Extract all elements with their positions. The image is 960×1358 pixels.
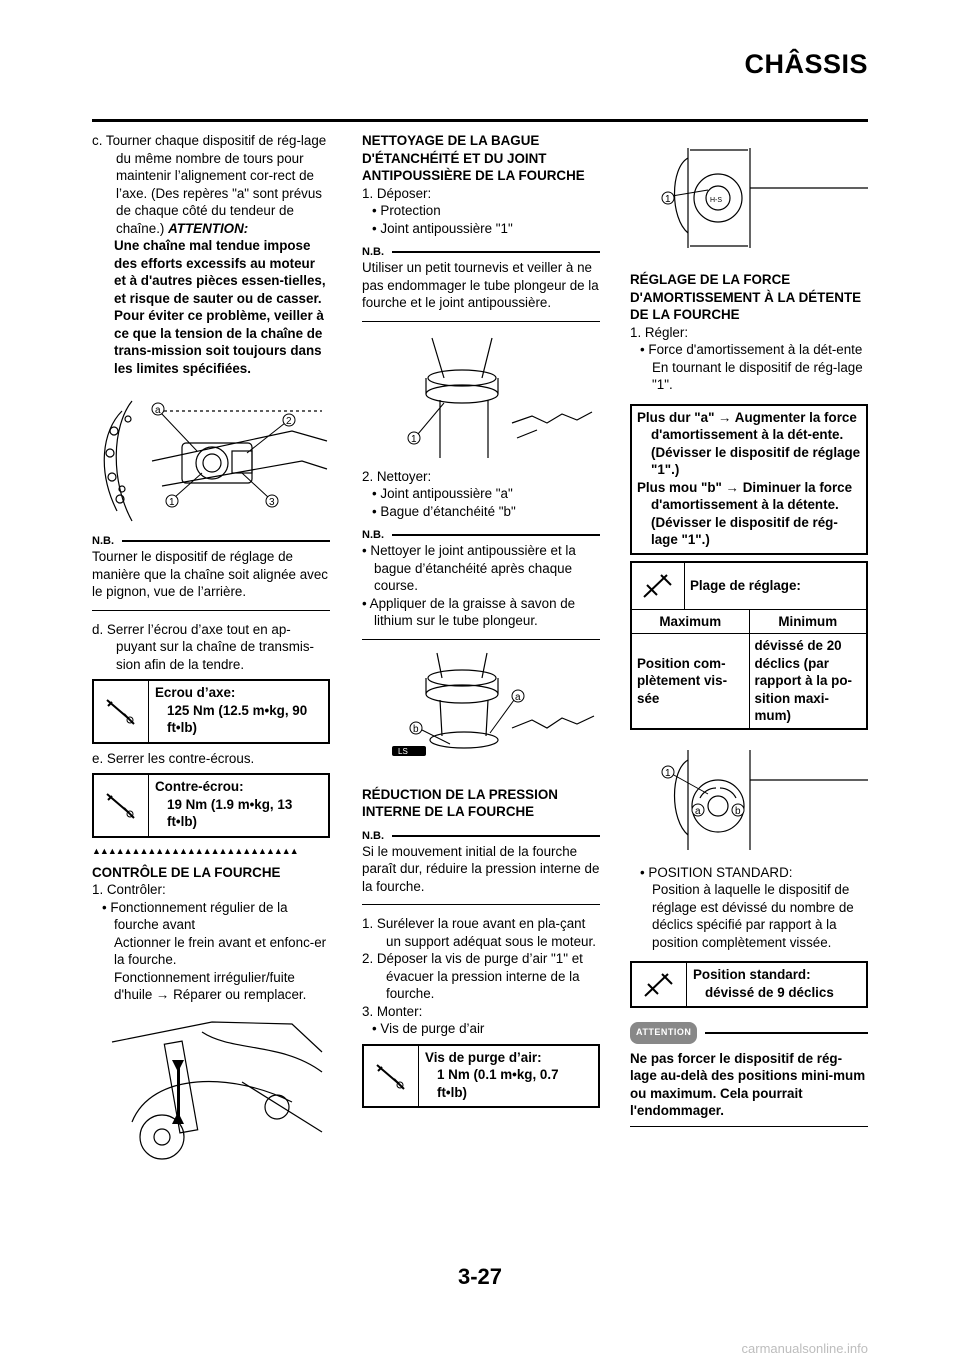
attention-text: Ne pas forcer le dispositif de rég-lage au-delà des positions mini-mum ou maximum. Cela pourrait l'endommager.: [630, 1050, 868, 1127]
warning-end-marker: ▲▲▲▲▲▲▲▲▲▲▲▲▲▲▲▲▲▲▲▲▲▲▲▲▲▲: [92, 845, 298, 856]
torque-wrench-icon: [104, 790, 138, 820]
range-max-value: Position com-plètement vis-sée: [637, 655, 728, 706]
fig-label: 1: [411, 433, 417, 445]
adjuster-marking: H-S: [710, 197, 723, 204]
bullet: • Bague d’étanchéité "b": [372, 503, 516, 519]
range-max-header: Maximum: [659, 613, 722, 629]
instruction: Actionner le frein avant et enfonc-er la fourche.: [114, 934, 327, 967]
softer-direction: Plus mou "b" → Diminuer la force d'amortissement à la détente. (Dévisser le dispositif de rég-lage "1".): [637, 479, 853, 547]
fig-label: b: [413, 723, 419, 735]
instruction: Position à laquelle le dispositif de réglage est dévissé du nombre de déclics spécifié par rapport à la position complètement vissée.: [652, 882, 854, 950]
adjustment-direction-box: [630, 404, 868, 555]
step-2: 2. Déposer la vis de purge d’air "1" et évacuer la pression interne de la fourche.: [362, 951, 583, 1001]
footer-watermark: carmanualsonline.info: [741, 1341, 868, 1356]
fig-label: a: [155, 405, 161, 416]
fig-label: 1: [665, 767, 671, 779]
dust-seal-removal-illustration: [362, 328, 600, 460]
note-bullet: • Appliquer de la graisse à savon de lithium sur le tube plongeur.: [362, 595, 576, 628]
motorcycle-fork-illustration: [92, 1012, 330, 1162]
range-min-value: dévissé de 20 déclics (par rapport à la po-sition maxi-mum): [749, 634, 867, 728]
range-title: Plage de réglage:: [684, 563, 866, 609]
step-d: d. Serrer l’écrou d’axe tout en ap-puyant sur la chaîne de transmis-sion afin de la tendre.: [92, 621, 314, 672]
step-c: c. Tourner chaque dispositif de rég-lage du même nombre de tours pour maintenir l’alignement cor-rect de l’axe. (Des repères "a" sont prévus de chaque côté du tendeur de chaîne.) ATTENTION:: [92, 133, 327, 236]
fig-label: 2: [286, 416, 292, 427]
adjust-tool-icon: [642, 970, 676, 1000]
section-heading: RÉGLAGE DE LA FORCE D'AMORTISSEMENT À LA DÉTENTE DE LA FOURCHE: [630, 272, 862, 322]
bullet: • Protection: [372, 203, 441, 218]
chain-adjuster-illustration: [92, 391, 330, 526]
bullet: • Vis de purge d’air: [372, 1021, 485, 1036]
note-text: Utiliser un petit tournevis et veiller à ne pas endommager le tube plongeur de la fourche et le joint antipoussière.: [362, 260, 599, 310]
note-box: [92, 534, 330, 611]
bullet: • Force d'amortissement à la dét-ente: [640, 342, 863, 357]
fig-label: b: [735, 805, 741, 817]
column-3: [630, 138, 868, 1127]
adjustment-range-table: [630, 561, 868, 730]
bullet: • POSITION STANDARD:: [640, 864, 793, 880]
lithium-grease-icon: LS: [398, 746, 408, 756]
note-text: Si le mouvement initial de la fourche paraît dur, réduire la pression interne de la fourche.: [362, 843, 600, 894]
step-e: e. Serrer les contre-écrous.: [92, 750, 255, 766]
standard-position-spec: Position standard: dévissé de 9 déclics: [630, 961, 868, 1008]
attention-badge: ATTENTION: [630, 1022, 697, 1044]
column-1: [92, 132, 330, 1162]
step-1: 1. Surélever la roue avant en pla-çant un support adéquat sous le moteur.: [362, 916, 596, 949]
torque-spec-air-bleed-screw: Vis de purge d’air: 1 Nm (0.1 m•kg, 0.7 ft•lb): [362, 1044, 600, 1109]
bullet: • Fonctionnement régulier de la fourche avant: [102, 899, 288, 932]
bullet: • Joint antipoussière "a": [372, 486, 513, 501]
rebound-adjuster-illustration: [630, 138, 868, 263]
page-number: 3-27: [457, 1264, 503, 1289]
step-1: 1. Déposer:: [362, 185, 432, 201]
torque-wrench-icon: [374, 1061, 408, 1091]
harder-direction: Plus dur "a" → Augmenter la force d'amortissement à la dét-ente. (Dévisser le dispositif de réglage "1".): [637, 409, 861, 477]
step-1: 1. Contrôler:: [92, 882, 166, 897]
header-rule: [92, 119, 868, 122]
instruction: Fonctionnement irrégulier/fuite d'huile → Réparer ou remplacer.: [114, 969, 307, 1002]
column-2: [362, 132, 600, 1108]
step-c-attention: Une chaîne mal tendue impose des efforts excessifs au moteur et à d'autres pièces essen-tielles, et risque de sauter ou de casser. Pour éviter ce problème, veiller à ce que la tension de la chaîne de trans-mission soit toujours dans les limites spécifiées.: [114, 238, 326, 376]
note-text: Tourner le dispositif de réglage de manière que la chaîne soit alignée avec le pignon, vue de l’arrière.: [92, 549, 328, 599]
fig-label: a: [695, 805, 701, 817]
fork-seal-cleaning-illustration: [362, 648, 600, 778]
fig-label: 1: [665, 194, 671, 205]
note-box: [362, 528, 600, 640]
note-heading: N.B.: [362, 246, 384, 258]
note-box: [362, 245, 600, 322]
note-heading: N.B.: [362, 829, 384, 842]
instruction: En tournant le dispositif de rég-lage "1".: [652, 359, 863, 392]
fig-label: a: [515, 691, 521, 703]
section-heading: NETTOYAGE DE LA BAGUE D'ÉTANCHÉITÉ ET DU JOINT ANTIPOUSSIÈRE DE LA FOURCHE: [362, 133, 585, 183]
note-heading: N.B.: [362, 529, 384, 541]
fig-label: 1: [169, 497, 175, 508]
step-2: 2. Nettoyer:: [362, 468, 432, 484]
section-heading: CONTRÔLE DE LA FOURCHE: [92, 864, 281, 880]
bullet: • Joint antipoussière "1": [372, 220, 513, 236]
section-heading: RÉDUCTION DE LA PRESSION INTERNE DE LA FOURCHE: [362, 786, 558, 819]
adjust-tool-icon: [641, 571, 675, 601]
range-min-header: Minimum: [749, 610, 867, 634]
page-title: CHÂSSIS: [744, 49, 868, 79]
note-box: [362, 829, 600, 906]
attention-header: [630, 1022, 868, 1044]
step-1: 1. Régler:: [630, 324, 689, 340]
torque-wrench-icon: [104, 696, 138, 726]
step-3: 3. Monter:: [362, 1003, 423, 1019]
rebound-adjuster-direction-illustration: [630, 740, 868, 860]
fig-label: 3: [269, 497, 275, 508]
torque-spec-locknut: Contre-écrou: 19 Nm (1.9 m•kg, 13 ft•lb): [92, 773, 330, 838]
note-heading: N.B.: [92, 535, 114, 547]
torque-spec-axle-nut: Ecrou d’axe: 125 Nm (12.5 m•kg, 90 ft•lb): [92, 679, 330, 744]
note-bullet: • Nettoyer le joint antipoussière et la bague d’étanchéité après chaque course.: [362, 543, 576, 593]
